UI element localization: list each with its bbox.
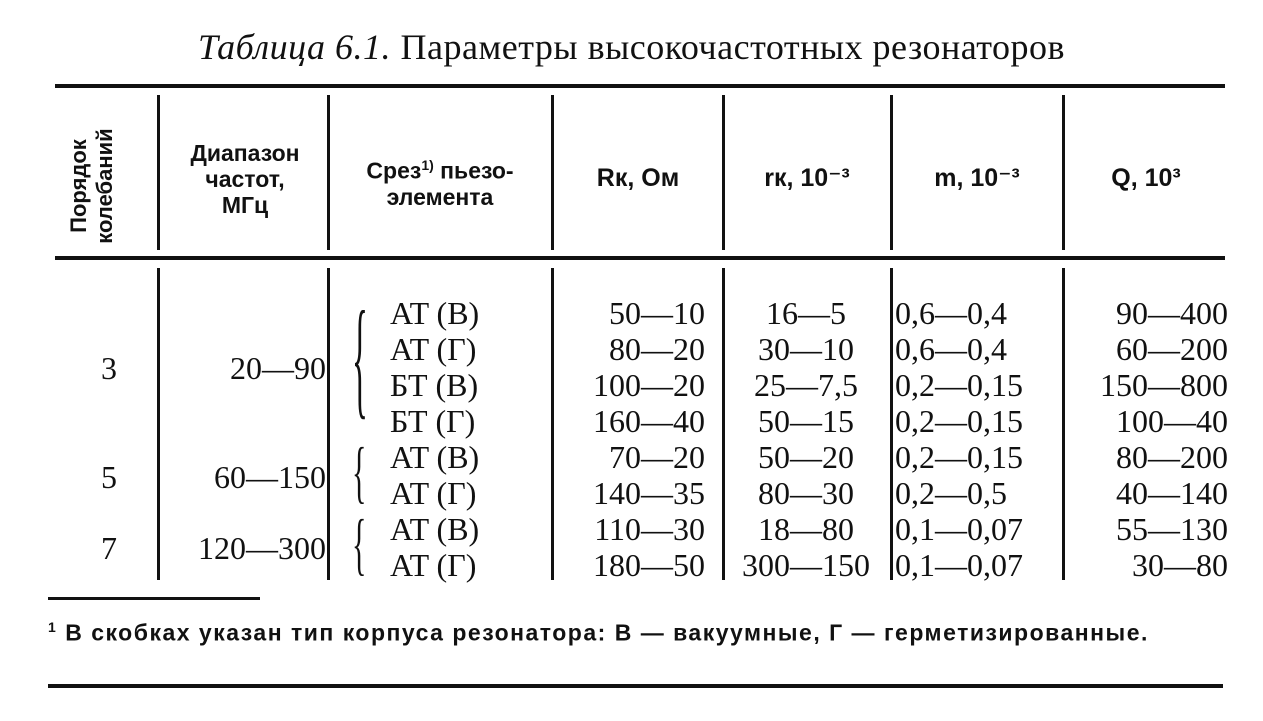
cut-cell: AT (Г) [390, 475, 477, 511]
group-brace: { [352, 507, 367, 584]
header-range-line1: Диапазон [190, 140, 300, 166]
footnote [48, 612, 1228, 648]
range-cell: 20—90 [230, 350, 326, 386]
rq-cell: 80—30 [758, 475, 854, 511]
cut-cell: AT (B) [390, 439, 480, 475]
table-title [0, 26, 1263, 68]
rq-cell: 50—15 [758, 403, 854, 439]
q-cell: 55—130 [1116, 511, 1228, 547]
rk-cell: 180—50 [593, 547, 705, 583]
header-cut-line2: элемента [386, 183, 494, 210]
col-divider-5 [890, 95, 893, 250]
m-cell: 0,1—0,07 [895, 511, 1023, 547]
top-rule [55, 84, 1225, 88]
bottom-rule [48, 684, 1223, 688]
rq-cell: 300—150 [742, 547, 870, 583]
header-cut-word: Срез [366, 157, 422, 184]
rk-cell: 100—20 [593, 367, 705, 403]
q-cell: 100—40 [1116, 403, 1228, 439]
col-divider-6 [1062, 95, 1065, 250]
col-divider-5b [890, 268, 893, 580]
m-cell: 0,1—0,07 [895, 547, 1023, 583]
m-cell: 0,2—0,15 [895, 367, 1023, 403]
rk-cell: 110—30 [594, 511, 705, 547]
m-cell: 0,2—0,5 [895, 475, 1007, 511]
rq-cell: 16—5 [766, 295, 846, 331]
order-cell: 3 [101, 350, 117, 386]
header-cut [333, 152, 547, 210]
rq-cell: 18—80 [758, 511, 854, 547]
col-divider-3b [551, 268, 554, 580]
footnote-rule [48, 597, 260, 600]
q-cell: 40—140 [1116, 475, 1228, 511]
cut-cell: AT (B) [390, 511, 480, 547]
q-cell: 80—200 [1116, 439, 1228, 475]
col-divider-4b [722, 268, 725, 580]
cut-cell: БТ (Г) [390, 403, 476, 439]
footnote-marker: 1 [48, 619, 58, 635]
col-divider-2 [327, 95, 330, 250]
rq-cell: 25—7,5 [754, 367, 858, 403]
group-brace: { [352, 435, 367, 512]
table-caption-label: Таблица 6.1. [197, 27, 392, 67]
m-cell: 0,6—0,4 [895, 331, 1007, 367]
m-cell: 0,2—0,15 [895, 403, 1023, 439]
cut-cell: AT (Г) [390, 547, 477, 583]
rk-cell: 80—20 [609, 331, 705, 367]
header-rk: Rк, Ом [596, 164, 680, 192]
rk-cell: 160—40 [593, 403, 705, 439]
range-cell: 120—300 [198, 530, 326, 566]
rq-cell: 30—10 [758, 331, 854, 367]
footnote-ref: 1) [421, 157, 434, 173]
cut-cell: AT (B) [390, 295, 480, 331]
rk-cell: 140—35 [593, 475, 705, 511]
cut-cell: AT (Г) [390, 331, 477, 367]
col-divider-3 [551, 95, 554, 250]
col-divider-2b [327, 268, 330, 580]
col-divider-4 [722, 95, 725, 250]
order-cell: 7 [101, 530, 117, 566]
col-divider-1 [157, 95, 160, 250]
group-brace: { [352, 287, 368, 433]
header-range-line3: МГц [221, 192, 269, 218]
q-cell: 60—200 [1116, 331, 1228, 367]
header-q: Q, 10³ [1111, 164, 1181, 192]
header-range-line2: частот, [205, 166, 285, 192]
rk-cell: 50—10 [609, 295, 705, 331]
header-m: m, 10⁻³ [934, 164, 1020, 192]
header-order: Порядок колебаний [66, 128, 117, 244]
range-cell: 60—150 [214, 459, 326, 495]
footnote-text: В скобках указан тип корпуса резонатора: В — вакуумные, Г — герметизированные. [65, 619, 1149, 646]
rq-cell: 50—20 [758, 439, 854, 475]
q-cell: 90—400 [1116, 295, 1228, 331]
header-rule [55, 256, 1225, 260]
header-range [165, 140, 325, 218]
header-cut-word2: пьезо- [440, 157, 514, 184]
q-cell: 30—80 [1132, 547, 1228, 583]
cut-cell: БТ (B) [390, 367, 479, 403]
q-cell: 150—800 [1100, 367, 1228, 403]
rk-cell: 70—20 [609, 439, 705, 475]
table-caption-text: Параметры высокочастотных резонаторов [400, 27, 1066, 67]
m-cell: 0,2—0,15 [895, 439, 1023, 475]
header-rq: rк, 10⁻³ [764, 164, 850, 192]
m-cell: 0,6—0,4 [895, 295, 1007, 331]
header-cut-line1 [333, 152, 547, 184]
order-cell: 5 [101, 459, 117, 495]
